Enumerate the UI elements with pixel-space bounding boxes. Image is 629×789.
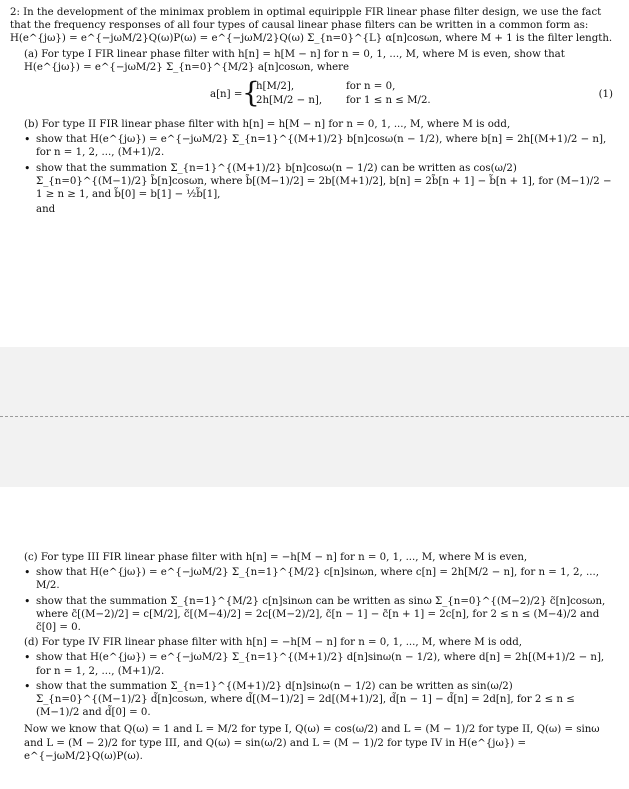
part-a-text: (a) For type I FIR linear phase filter with h[n] = h[M − n] for n = 0, 1, ..., M, where M is even, show that H(e^{jω}) = e^{−jωM/2} Σ_{n=0}^{M/2} a[n]cosωn, where [24,48,565,73]
left-brace: { [242,76,260,110]
and-text: and [36,204,56,216]
question-page-bottom [0,487,629,789]
part-c-bullet-2: • show that the summation Σ_{n=1}^{M/2} c[n]sinωn can be written as sinω Σ_{n=0}^{(M−2)/2} c̃[n]cosωn, where c̃[(M−2)/2] = c[M/2], c̃[(M−4)/2] = 2c[(M−2)/2], c̃[n − 1] − c̃[n + 1] = 2c[n], for 2 ≤ n ≤ (M−4)/2 and c̃[0] = 0. [10,595,619,635]
equation-condition-2: for 1 ≤ n ≤ M/2. [346,95,431,107]
equation-number: (1) [598,89,613,101]
question-content-top [10,6,619,218]
equation-case-1: h[M/2], [256,81,295,93]
part-d-bullet-1: • show that H(e^{jω}) = e^{−jωM/2} Σ_{n=1}^{(M+1)/2} d[n]sinω(n − 1/2), where d[n] = 2h[(M+1)/2 − n], for n = 1, 2, ..., (M+1)/2. [10,651,619,677]
equation-lhs: a[n] = [210,89,243,101]
equation-condition-1: for n = 0, [346,81,396,93]
part-b-text: (b) For type II FIR linear phase filter with h[n] = h[M − n] for n = 0, 1, ..., M, where M is odd, [24,119,511,131]
part-d-text: (d) For type IV FIR linear phase filter with h[n] = −h[M − n] for n = 0, 1, ..., M, where M is odd, [24,637,523,649]
part-d-bullet-2: • show that the summation Σ_{n=1}^{(M+1)/2} d[n]sinω(n − 1/2) can be written as sin(ω/2) Σ_{n=0}^{(M−1)/2} d̃[n]cosωn, where d̃[(M−1)/2] = 2d[(M+1)/2], d̃[n − 1] − d̃[n] = 2d[n], for 2 ≤ n ≤ (M−1)/2 and d̃[0] = 0. [10,680,619,720]
equation-case-2: 2h[M/2 − n], [256,95,323,107]
part-b-bullet-1: • show that H(e^{jω}) = e^{−jωM/2} Σ_{n=1}^{(M+1)/2} b[n]cosω(n − 1/2), where b[n] = 2h[(M+1)/2 − n], for n = 1, 2, ..., (M+1)/2. [10,133,619,159]
part-b-bullet-2: • show that the summation Σ_{n=1}^{(M+1)/2} b[n]cosω(n − 1/2) can be written as cos(ω/2) Σ_{n=0}^{(M−1)/2} b̃[n]cosωn, where b̃[(M−1)/2] = 2b[(M+1)/2], b[n] = 2b̃[n + 1] − b̃[n + 1], for (M−1)/2 − 1 ≥ n ≥ 1, and b̃[0] = b[1] − ½b̃[1], [10,162,619,202]
part-c-text: (c) For type III FIR linear phase filter with h[n] = −h[M − n] for n = 0, 1, ..., M, where M is even, [24,552,528,563]
closing-text: Now we know that Q(ω) = 1 and L = M/2 for type I, Q(ω) = cos(ω/2) and L = (M − 1)/2 for type II, Q(ω) = sinω and L = (M − 2)/2 for type III, and Q(ω) = sin(ω/2) and L = (M − 1)/2 for type IV in H(e^{jω}) = e^{−jωM/2}Q(ω)P(ω). [24,724,600,762]
question-page-top [0,0,629,347]
question-content-bottom [10,551,619,765]
page-gap [0,347,629,487]
question-intro: 2: In the development of the minimax problem in optimal equiripple FIR linear phase filter design, we use the fact that the frequency responses of all four types of causal linear phase filters can be written in a common form as: H(e^{jω}) = e^{−jωM/2}Q(ω)P(ω) = e^{−jωM/2}Q(ω) Σ_{n=0}^{L} α[n]cosωn, where M + 1 is the filter length. [10,7,613,45]
part-c-bullet-1: • show that H(e^{jω}) = e^{−jωM/2} Σ_{n=1}^{M/2} c[n]sinωn, where c[n] = 2h[M/2 − n], for n = 1, 2, ..., M/2. [10,566,619,592]
page-break-dashed-line [0,416,629,417]
equation-1 [10,78,619,112]
